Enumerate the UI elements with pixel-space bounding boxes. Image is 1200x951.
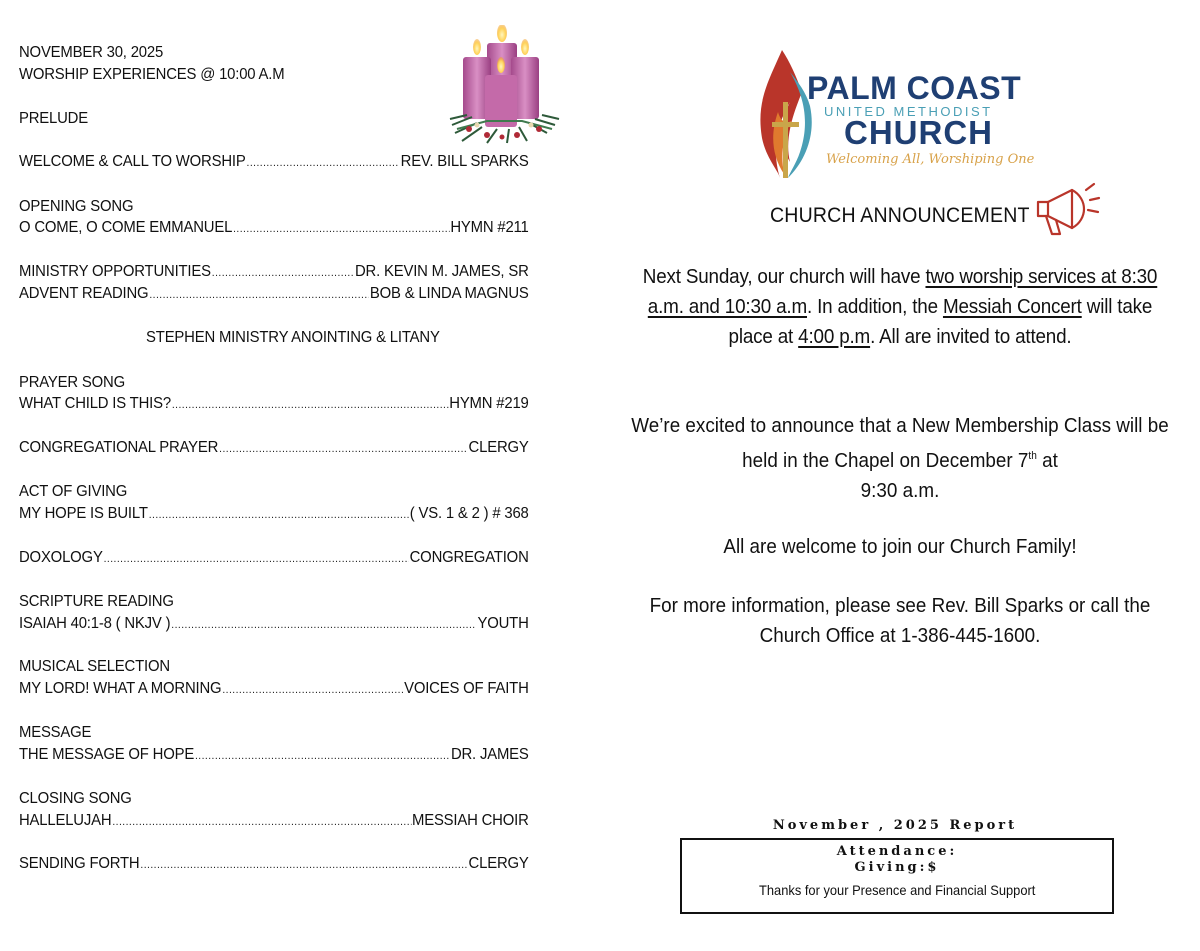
item-label: THE MESSAGE OF HOPE [19, 746, 195, 763]
program-item-sending [19, 855, 529, 873]
program-item-giving [19, 505, 529, 523]
leader-dots [222, 684, 403, 696]
logo-line-3: CHURCH [844, 114, 993, 151]
item-leader: YOUTH [477, 615, 529, 632]
thanks-text: Thanks for your Presence and Financial Support [758, 882, 1036, 898]
church-logo [750, 42, 1050, 182]
opening-song-heading: OPENING SONG [19, 198, 134, 215]
item-label: WHAT CHILD IS THIS? [19, 395, 171, 412]
scripture-heading: SCRIPTURE READING [19, 593, 174, 610]
program-item-scripture [19, 615, 529, 633]
program-item-advent [19, 285, 529, 303]
program-item-message [19, 746, 529, 764]
item-label: WELCOME & CALL TO WORSHIP [19, 153, 246, 170]
announcement-membership: We’re excited to announce that a New Membership Class will be held in the Chapel on December 7th at 9:30 a.m. [631, 414, 1169, 502]
giving-heading: ACT OF GIVING [19, 483, 128, 500]
service-date: NOVEMBER 30, 2025 [19, 44, 164, 61]
program-item-musical [19, 680, 529, 698]
item-leader: HYMN #219 [449, 395, 529, 412]
item-leader: MESSIAH CHOIR [411, 812, 529, 829]
leader-dots [104, 553, 409, 565]
leader-dots [149, 509, 409, 521]
services-time-link: two worship services at 8:30 a.m. and 10:30 a.m [647, 265, 1158, 318]
item-leader: DR. KEVIN M. JAMES, SR [354, 263, 529, 280]
prayer-song-heading: PRAYER SONG [19, 374, 126, 391]
musical-heading: MUSICAL SELECTION [19, 658, 170, 675]
program-item-closing [19, 812, 529, 830]
leader-dots [219, 443, 467, 455]
program-item-congregational-prayer [19, 439, 529, 457]
stephen-ministry: STEPHEN MINISTRY ANOINTING & LITANY [146, 329, 440, 346]
program-item-doxology [19, 549, 529, 567]
message-heading: MESSAGE [19, 724, 92, 741]
announcement-contact: For more information, please see Rev. Bill Sparks or call the Church Office at 1-386-445-1600. [649, 594, 1151, 647]
program-item-opening-song [19, 219, 529, 237]
program-item-welcome [19, 153, 529, 171]
flame-cross-icon [750, 42, 820, 182]
item-label: MY HOPE IS BUILT [19, 505, 148, 522]
advent-candles-icon [447, 25, 562, 150]
prelude: PRELUDE [19, 110, 88, 127]
item-leader: DR. JAMES [450, 746, 529, 763]
announcement-welcome: All are welcome to join our Church Family! [723, 535, 1077, 558]
report-title: November , 2025 Report [772, 818, 1018, 833]
leader-dots [195, 750, 450, 762]
leader-dots [233, 223, 449, 235]
logo-tagline: Welcoming All, Worshiping One [826, 152, 1035, 167]
leader-dots [149, 289, 369, 301]
item-label: CONGREGATIONAL PRAYER [19, 439, 219, 456]
giving-label: Giving:$ [854, 860, 940, 875]
logo-line-1: PALM COAST [807, 70, 1022, 106]
announcement-services: Next Sunday, our church will have two worship services at 8:30 a.m. and 10:30 a.m. In addition, the Messiah Concert will take place at 4:00 p.m. All are invited to attend. [642, 265, 1158, 348]
service-time: WORSHIP EXPERIENCES @ 10:00 A.M [19, 66, 285, 83]
item-leader: CLERGY [468, 439, 529, 456]
item-leader: CONGREGATION [409, 549, 529, 566]
closing-heading: CLOSING SONG [19, 790, 132, 807]
program-item-prayer-song [19, 395, 529, 413]
program-item-ministry [19, 263, 529, 281]
item-label: DOXOLOGY [19, 549, 103, 566]
item-label: ISAIAH 40:1-8 ( NKJV ) [19, 615, 171, 632]
concert-time: 4:00 p.m [798, 325, 871, 348]
announcement-title: CHURCH ANNOUNCEMENT [770, 204, 1030, 227]
report-box [680, 838, 1114, 914]
item-label: ADVENT READING [19, 285, 149, 302]
item-leader: HYMN #211 [450, 219, 529, 236]
attendance-label: Attendance: [836, 844, 958, 859]
leader-dots [140, 859, 467, 871]
item-label: HALLELUJAH [19, 812, 112, 829]
item-leader: BOB & LINDA MAGNUS [369, 285, 529, 302]
logo-line-2: UNITED METHODIST [824, 104, 993, 119]
item-label: O COME, O COME EMMANUEL [19, 219, 233, 236]
leader-dots [212, 267, 354, 279]
item-leader: CLERGY [468, 855, 529, 872]
messiah-concert: Messiah Concert [942, 295, 1082, 318]
item-leader: ( VS. 1 & 2 ) # 368 [409, 505, 529, 522]
leader-dots [172, 399, 448, 411]
item-label: MY LORD! WHAT A MORNING [19, 680, 222, 697]
leader-dots [247, 157, 400, 169]
leader-dots [171, 619, 476, 631]
item-label: SENDING FORTH [19, 855, 140, 872]
item-label: MINISTRY OPPORTUNITIES [19, 263, 211, 280]
item-leader: REV. BILL SPARKS [400, 153, 529, 170]
item-leader: VOICES OF FAITH [404, 680, 529, 697]
megaphone-icon [1032, 176, 1102, 240]
leader-dots [112, 816, 411, 828]
announcement-panel [600, 0, 1200, 951]
